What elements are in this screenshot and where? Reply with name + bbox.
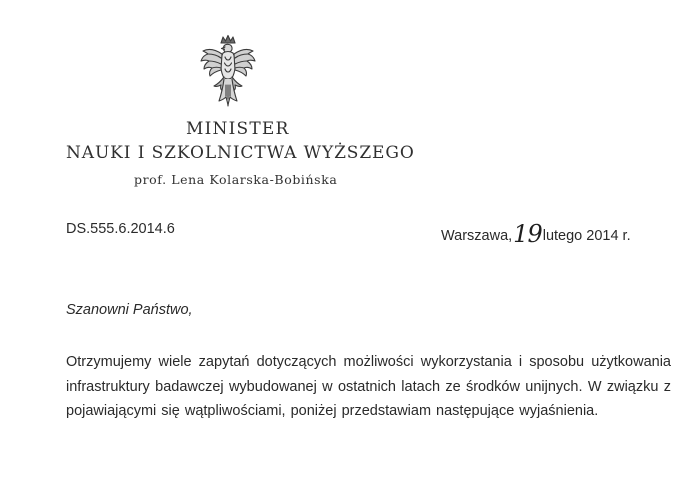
ministry-name: NAUKI I SZKOLNICTWA WYŻSZEGO xyxy=(66,143,415,163)
letter-body-paragraph: Otrzymujemy wiele zapytań dotyczących możliwości wykorzystania i sposobu użytkowania infrastruktury badawczej wybudowanej w ostatnich latach ze środków unijnych. W związku z pojawiającymi się wątpliwościami, poniżej przedstawiam następujące wyjaśnienia. xyxy=(66,354,671,419)
polish-eagle-emblem-icon xyxy=(199,33,257,107)
date-month-year: lutego 2014 r. xyxy=(542,228,631,244)
dateline xyxy=(441,218,631,246)
minister-title: MINISTER xyxy=(186,119,290,139)
date-place: Warszawa, xyxy=(441,228,513,244)
handwritten-day: 19 xyxy=(513,220,542,248)
salutation: Szanowni Państwo, xyxy=(66,302,193,318)
minister-name: prof. Lena Kolarska-Bobińska xyxy=(134,172,338,187)
document-reference-number: DS.555.6.2014.6 xyxy=(66,221,175,237)
